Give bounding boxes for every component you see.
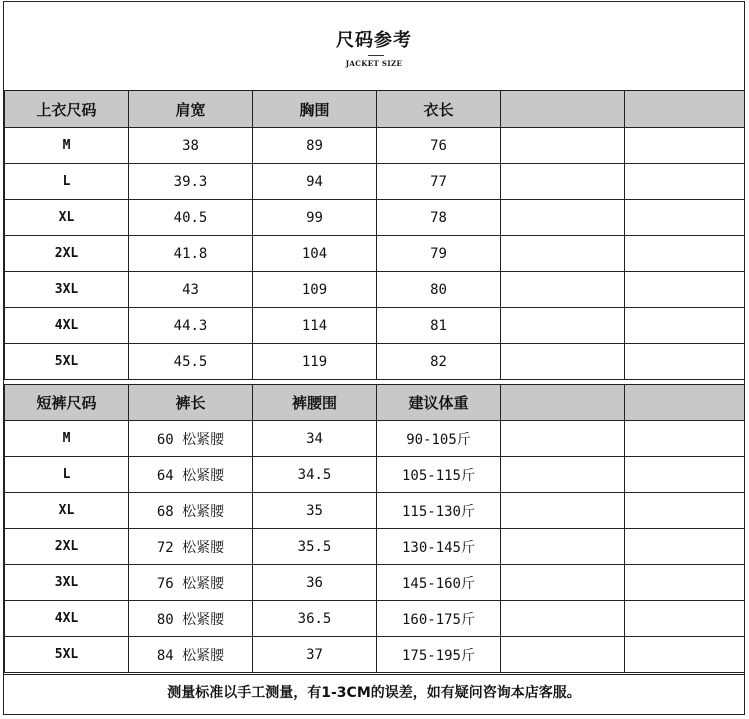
column-header (501, 91, 625, 128)
empty-cell (501, 457, 625, 493)
empty-cell (625, 128, 745, 164)
measurement-note: 测量标准以手工测量，有1-3CM的误差，如有疑问咨询本店客服。 (4, 674, 744, 715)
size-label-cell: 5XL (5, 637, 129, 673)
value-cell: 160-175斤 (377, 601, 501, 637)
size-label-cell: 2XL (5, 236, 129, 272)
value-cell: 82 (377, 344, 501, 380)
column-header (501, 385, 625, 421)
empty-cell (625, 637, 745, 673)
size-label-cell: M (5, 421, 129, 457)
empty-cell (501, 344, 625, 380)
value-cell: 36.5 (253, 601, 377, 637)
value-cell: 90-105斤 (377, 421, 501, 457)
value-cell: 35.5 (253, 529, 377, 565)
empty-cell (501, 128, 625, 164)
table-row (5, 236, 745, 272)
value-cell: 39.3 (129, 164, 253, 200)
table-row (5, 308, 745, 344)
empty-cell (501, 272, 625, 308)
table-row (5, 164, 745, 200)
table-row (5, 529, 745, 565)
value-cell: 72 松紧腰 (129, 529, 253, 565)
empty-cell (501, 565, 625, 601)
empty-cell (501, 164, 625, 200)
value-cell: 38 (129, 128, 253, 164)
value-cell: 130-145斤 (377, 529, 501, 565)
value-cell: 45.5 (129, 344, 253, 380)
empty-cell (501, 493, 625, 529)
value-cell: 68 松紧腰 (129, 493, 253, 529)
jacket-table-header-row (5, 91, 745, 128)
value-cell: 104 (253, 236, 377, 272)
size-label-cell: L (5, 457, 129, 493)
value-cell: 84 松紧腰 (129, 637, 253, 673)
empty-cell (625, 493, 745, 529)
column-header: 建议体重 (377, 385, 501, 421)
size-label-cell: M (5, 128, 129, 164)
column-header (625, 91, 745, 128)
table-row (5, 565, 745, 601)
empty-cell (625, 308, 745, 344)
table-row (5, 200, 745, 236)
value-cell: 99 (253, 200, 377, 236)
column-header: 衣长 (377, 91, 501, 128)
value-cell: 34 (253, 421, 377, 457)
empty-cell (501, 200, 625, 236)
empty-cell (625, 601, 745, 637)
value-cell: 64 松紧腰 (129, 457, 253, 493)
empty-cell (625, 421, 745, 457)
empty-cell (625, 236, 745, 272)
value-cell: 35 (253, 493, 377, 529)
size-label-cell: XL (5, 493, 129, 529)
empty-cell (625, 565, 745, 601)
table-row (5, 272, 745, 308)
value-cell: 80 (377, 272, 501, 308)
size-chart (3, 1, 745, 715)
value-cell: 115-130斤 (377, 493, 501, 529)
table-row (5, 493, 745, 529)
value-cell: 43 (129, 272, 253, 308)
table-row (5, 421, 745, 457)
value-cell: 81 (377, 308, 501, 344)
empty-cell (501, 637, 625, 673)
value-cell: 40.5 (129, 200, 253, 236)
page-subtitle: JACKET SIZE (345, 59, 403, 68)
shorts-size-table (4, 384, 745, 673)
column-header: 肩宽 (129, 91, 253, 128)
value-cell: 119 (253, 344, 377, 380)
size-label-cell: XL (5, 200, 129, 236)
size-label-cell: 3XL (5, 272, 129, 308)
value-cell: 175-195斤 (377, 637, 501, 673)
size-label-cell: 3XL (5, 565, 129, 601)
empty-cell (625, 164, 745, 200)
empty-cell (501, 421, 625, 457)
empty-cell (501, 236, 625, 272)
shorts-table-header-row (5, 385, 745, 421)
empty-cell (501, 308, 625, 344)
jacket-size-table (4, 90, 745, 380)
value-cell: 105-115斤 (377, 457, 501, 493)
value-cell: 79 (377, 236, 501, 272)
size-label-cell: 4XL (5, 308, 129, 344)
value-cell: 44.3 (129, 308, 253, 344)
column-header: 裤腰围 (253, 385, 377, 421)
title-block (4, 2, 744, 91)
value-cell: 78 (377, 200, 501, 236)
value-cell: 41.8 (129, 236, 253, 272)
size-label-cell: 2XL (5, 529, 129, 565)
value-cell: 76 松紧腰 (129, 565, 253, 601)
table-row (5, 457, 745, 493)
empty-cell (625, 344, 745, 380)
size-label-cell: 4XL (5, 601, 129, 637)
table-row (5, 601, 745, 637)
empty-cell (625, 529, 745, 565)
value-cell: 76 (377, 128, 501, 164)
table-row (5, 637, 745, 673)
value-cell: 94 (253, 164, 377, 200)
size-label-cell: 5XL (5, 344, 129, 380)
column-header: 胸围 (253, 91, 377, 128)
value-cell: 80 松紧腰 (129, 601, 253, 637)
size-label-cell: L (5, 164, 129, 200)
value-cell: 60 松紧腰 (129, 421, 253, 457)
value-cell: 145-160斤 (377, 565, 501, 601)
column-header: 裤长 (129, 385, 253, 421)
empty-cell (625, 200, 745, 236)
value-cell: 89 (253, 128, 377, 164)
value-cell: 37 (253, 637, 377, 673)
value-cell: 114 (253, 308, 377, 344)
column-header: 上衣尺码 (5, 91, 129, 128)
value-cell: 77 (377, 164, 501, 200)
page-title: 尺码参考 (336, 30, 412, 51)
column-header (625, 385, 745, 421)
value-cell: 109 (253, 272, 377, 308)
empty-cell (625, 457, 745, 493)
empty-cell (501, 601, 625, 637)
title-divider (368, 55, 384, 56)
column-header: 短裤尺码 (5, 385, 129, 421)
value-cell: 34.5 (253, 457, 377, 493)
empty-cell (501, 529, 625, 565)
empty-cell (625, 272, 745, 308)
table-row (5, 344, 745, 380)
value-cell: 36 (253, 565, 377, 601)
table-row (5, 128, 745, 164)
